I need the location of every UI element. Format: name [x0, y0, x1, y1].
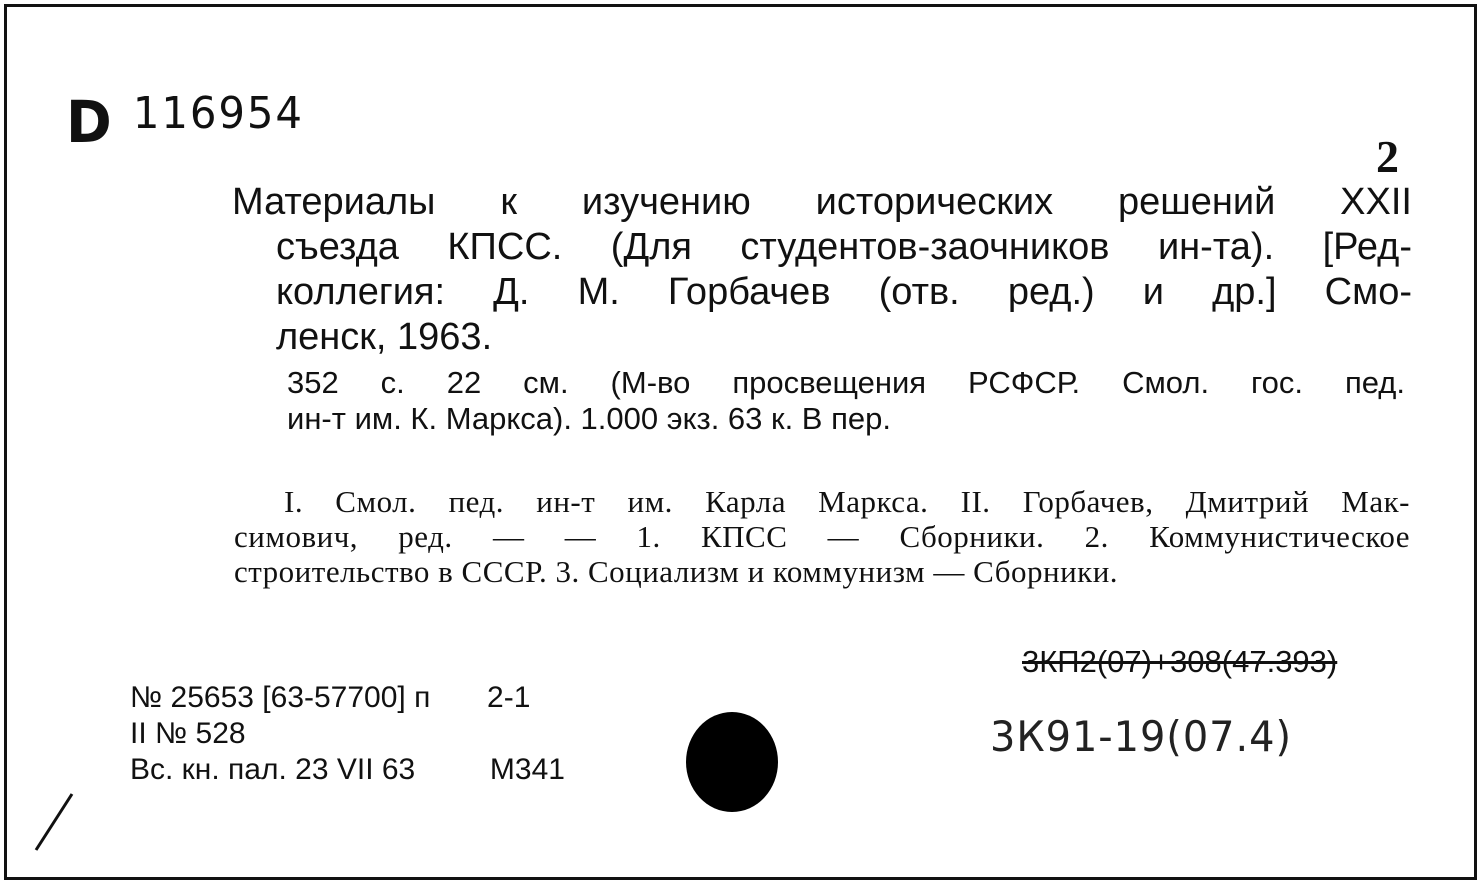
- classification-struck: 3КП2(07)+308(47.393): [1022, 644, 1338, 679]
- card-index: 2: [1376, 131, 1399, 182]
- slash-mark: [30, 790, 78, 854]
- title-block: [232, 180, 1412, 360]
- classification-handwritten: 3К91-19(07.4): [990, 712, 1292, 761]
- subject-line: симович, ред. — — 1. КПСС — Сборники. 2. Коммунистическое: [234, 519, 1410, 554]
- order-line-1: [130, 680, 565, 716]
- order-code: [63-57700]: [262, 681, 406, 714]
- title-line: Материалы к изучению исторических решений XXII: [232, 181, 1412, 223]
- order-line-2: II № 528: [130, 717, 246, 750]
- description-line: 352 с. 22 см. (М-во просвещения РСФСР. Смол. гос. пед.: [287, 365, 1405, 400]
- order-number: № 25653: [130, 681, 254, 714]
- call-number-digits: 116954: [132, 88, 304, 139]
- title-line: ленск, 1963.: [276, 316, 493, 358]
- physical-description: [287, 365, 1405, 437]
- order-info: [130, 680, 565, 788]
- subject-line: строительство в СССР. 3. Социализм и коммунизм — Сборники.: [234, 554, 1119, 589]
- call-number: [66, 88, 304, 156]
- subject-line: I. Смол. пед. ин-т им. Карла Маркса. II. Горбачев, Дмитрий Мак-: [284, 484, 1410, 519]
- chamber-stamp: Вс. кн. пал. 23 VII 63: [130, 753, 416, 786]
- print-code: М341: [489, 753, 565, 786]
- subject-headings: [234, 484, 1410, 589]
- order-line-3: [130, 752, 565, 788]
- order-extra: 2-1: [487, 681, 531, 714]
- description-line: ин-т им. К. Маркса). 1.000 экз. 63 к. В пер.: [287, 401, 891, 436]
- call-number-prefix: D: [66, 88, 113, 156]
- ink-dot-mark: [686, 712, 778, 812]
- title-line: съезда КПСС. (Для студентов-заочников ин-та). [Ред-: [276, 226, 1412, 268]
- title-line: коллегия: Д. М. Горбачев (отв. ред.) и др.] Смо-: [276, 271, 1412, 313]
- order-letter: п: [414, 681, 431, 714]
